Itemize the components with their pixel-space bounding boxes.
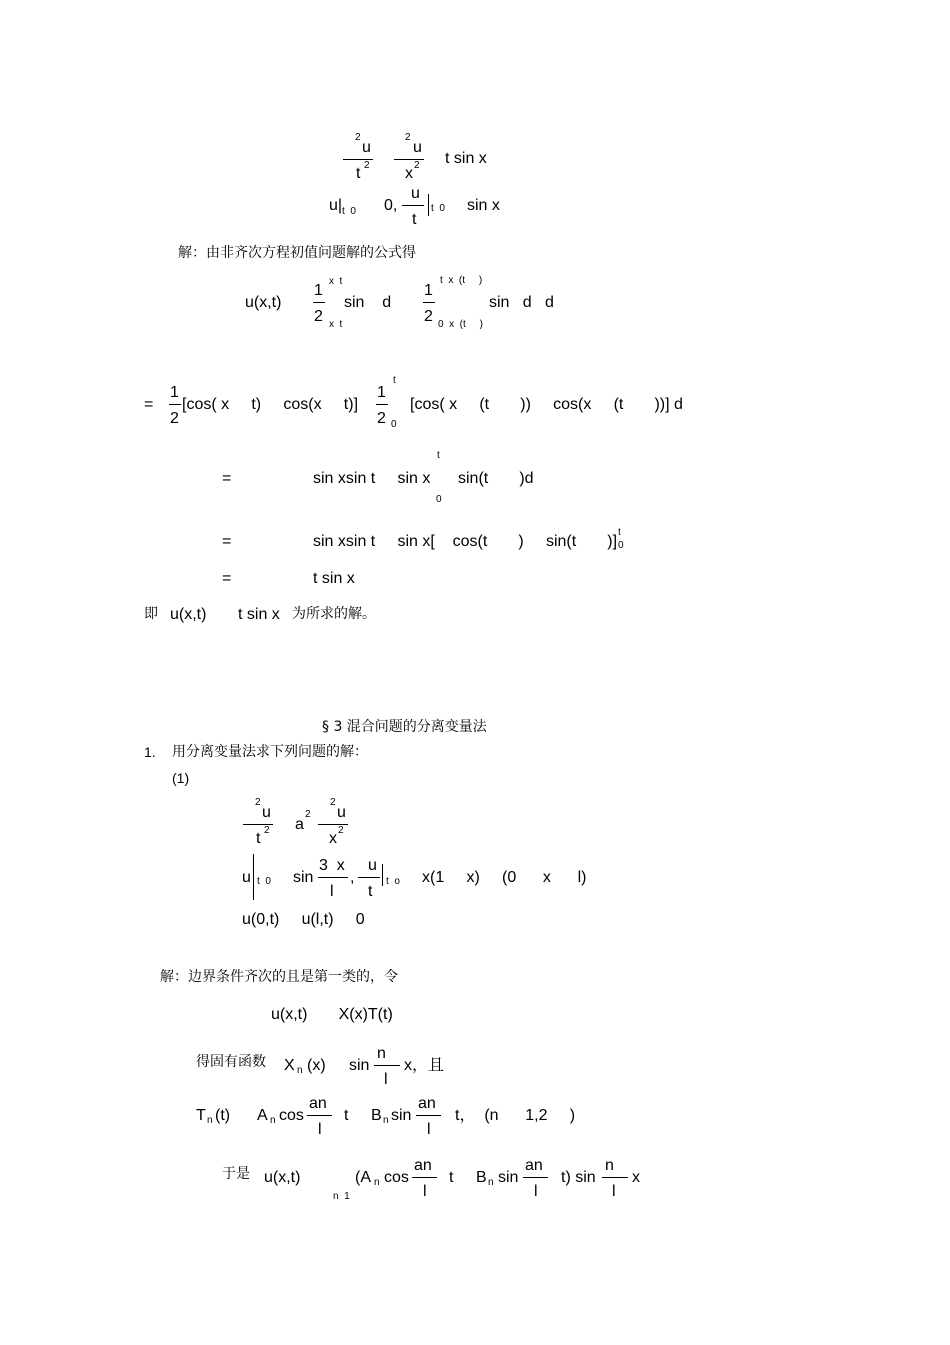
restriction-bar: [428, 194, 429, 216]
sup: 2: [405, 132, 411, 143]
num: an: [525, 1157, 543, 1174]
sup: 2: [364, 160, 370, 171]
sup: 2: [305, 809, 311, 820]
rhs: t sin x: [445, 150, 487, 167]
num: 1: [314, 282, 323, 299]
func: sin: [293, 869, 314, 886]
den: l: [534, 1183, 538, 1200]
var: t: [412, 211, 417, 228]
expr: [cos( x (t )) cos(x (t ))] d: [410, 396, 683, 413]
var: t: [356, 165, 361, 182]
num: n: [377, 1045, 386, 1062]
ji: 即: [144, 606, 158, 622]
fraction-bar: [313, 302, 325, 303]
fraction-bar: [318, 877, 348, 878]
limit-lower: 0: [436, 494, 442, 505]
expr: sin xsin t sin x: [313, 470, 431, 487]
fraction-bar: [169, 404, 181, 405]
restriction-bar: [382, 864, 383, 886]
subscript: n: [270, 1115, 276, 1126]
var: t: [368, 883, 373, 900]
fraction-bar: [602, 1177, 628, 1178]
fraction-bar: [307, 1115, 332, 1116]
var: u: [362, 139, 371, 156]
fraction-bar: [523, 1177, 548, 1178]
problem-number: 1.: [144, 744, 156, 760]
var: t: [256, 830, 261, 847]
label: 得固有函数: [196, 1054, 266, 1070]
subproblem-label: (1): [172, 770, 190, 786]
num: an: [414, 1157, 432, 1174]
limit-upper: t x (t ): [440, 275, 483, 286]
equals: =: [222, 533, 232, 550]
var: x: [405, 165, 413, 182]
equals: =: [144, 396, 154, 413]
expr: [cos( x t) cos(x t)]: [182, 396, 359, 413]
var: X: [284, 1057, 295, 1074]
func: sin: [349, 1057, 370, 1074]
var: t: [344, 1107, 349, 1124]
value: t sin x: [238, 606, 280, 623]
var: u: [262, 804, 271, 821]
var: u: [411, 185, 420, 202]
restriction-bar: [253, 854, 254, 900]
var: T: [196, 1107, 206, 1124]
func: cos: [384, 1169, 409, 1186]
var: u: [368, 857, 377, 874]
sup: 2: [264, 825, 270, 836]
arg: (t): [215, 1107, 231, 1124]
open: (A: [355, 1169, 371, 1186]
limit-upper: t: [618, 527, 621, 538]
den: 2: [377, 410, 386, 427]
subscript: t 0: [257, 876, 271, 887]
var: B: [371, 1107, 382, 1124]
boundary-condition: u(0,t) u(l,t) 0: [242, 911, 365, 928]
expr: sin(t )d: [458, 470, 534, 487]
var: u: [413, 139, 422, 156]
sup: 2: [414, 160, 420, 171]
limit-lower: x t: [329, 319, 343, 330]
limit-lower: 0: [618, 540, 624, 551]
tail: t， (n 1,2 ): [455, 1107, 576, 1124]
den: l: [318, 1121, 322, 1138]
function: u(x,t): [264, 1169, 301, 1186]
rhs: sin x: [467, 197, 500, 214]
sum-index: n 1: [333, 1191, 350, 1202]
section-title: § 3 混合问题的分离变量法: [322, 719, 487, 735]
var: B: [476, 1169, 487, 1186]
den: l: [427, 1121, 431, 1138]
var: u: [337, 804, 346, 821]
function: u(x,t): [170, 606, 207, 623]
num: 1: [170, 384, 179, 401]
var: t: [449, 1169, 454, 1186]
equals: =: [222, 570, 232, 587]
solution-intro-2: 解：边界条件齐次的且是第一类的，令: [160, 969, 398, 985]
fraction-bar: [358, 877, 380, 878]
condition: x(1 x) (0 x l): [422, 869, 587, 886]
separation: u(x,t) X(x)T(t): [271, 1006, 393, 1023]
value: 0,: [384, 197, 398, 214]
num: an: [309, 1095, 327, 1112]
limit-upper: t: [393, 375, 396, 386]
den: l: [384, 1071, 388, 1088]
subscript: t 0: [431, 203, 445, 214]
arg: (x): [307, 1057, 326, 1074]
equals: =: [222, 470, 232, 487]
integrand: sin d: [344, 294, 392, 311]
u-restriction: u|: [329, 197, 343, 214]
num: n: [605, 1157, 614, 1174]
sup: 2: [330, 797, 336, 808]
comma: ,: [350, 869, 355, 886]
function: u(x,t): [245, 294, 282, 311]
den: 2: [314, 308, 323, 325]
solution-intro: 解：由非齐次方程初值问题解的公式得: [178, 245, 416, 261]
tail-text: 为所求的解。: [292, 606, 376, 622]
subscript: n: [374, 1177, 380, 1188]
limit-lower: 0 x (t ): [438, 319, 484, 330]
subscript: n: [488, 1177, 494, 1188]
func: sin: [391, 1107, 412, 1124]
tail: x，且: [404, 1057, 445, 1074]
num: 1: [424, 282, 433, 299]
var: a: [295, 816, 304, 833]
subscript: n: [207, 1115, 213, 1126]
den: l: [612, 1183, 616, 1200]
limit-upper: t: [437, 450, 440, 461]
label: 于是: [222, 1166, 250, 1182]
num: 1: [377, 384, 386, 401]
expr: t sin x: [313, 570, 355, 587]
func: cos: [279, 1107, 304, 1124]
den: l: [423, 1183, 427, 1200]
den: 2: [424, 308, 433, 325]
var: x: [632, 1169, 640, 1186]
num: an: [418, 1095, 436, 1112]
fraction-bar: [412, 1177, 437, 1178]
var: A: [257, 1107, 268, 1124]
expr: sin xsin t sin x[ cos(t ) sin(t )]: [313, 533, 618, 550]
subscript: t o: [386, 876, 400, 887]
num: 3 x: [319, 857, 345, 874]
var: x: [329, 830, 337, 847]
fraction-bar: [376, 404, 388, 405]
fraction-bar: [416, 1115, 441, 1116]
subscript: n: [297, 1065, 303, 1076]
integrand: sin d d: [489, 294, 554, 311]
sup: 2: [255, 797, 261, 808]
close: t) sin: [561, 1169, 596, 1186]
fraction-bar: [402, 205, 424, 206]
den: l: [330, 883, 334, 900]
limit-upper: x t: [329, 276, 343, 287]
sup: 2: [338, 825, 344, 836]
fraction-bar: [374, 1065, 400, 1066]
subscript: t 0: [342, 206, 356, 217]
sup: 2: [355, 132, 361, 143]
problem-text: 用分离变量法求下列问题的解：: [172, 744, 368, 760]
var: u: [242, 869, 251, 886]
limit-lower: 0: [391, 419, 397, 430]
func: sin: [498, 1169, 519, 1186]
subscript: n: [383, 1115, 389, 1126]
den: 2: [170, 410, 179, 427]
fraction-bar: [423, 302, 435, 303]
